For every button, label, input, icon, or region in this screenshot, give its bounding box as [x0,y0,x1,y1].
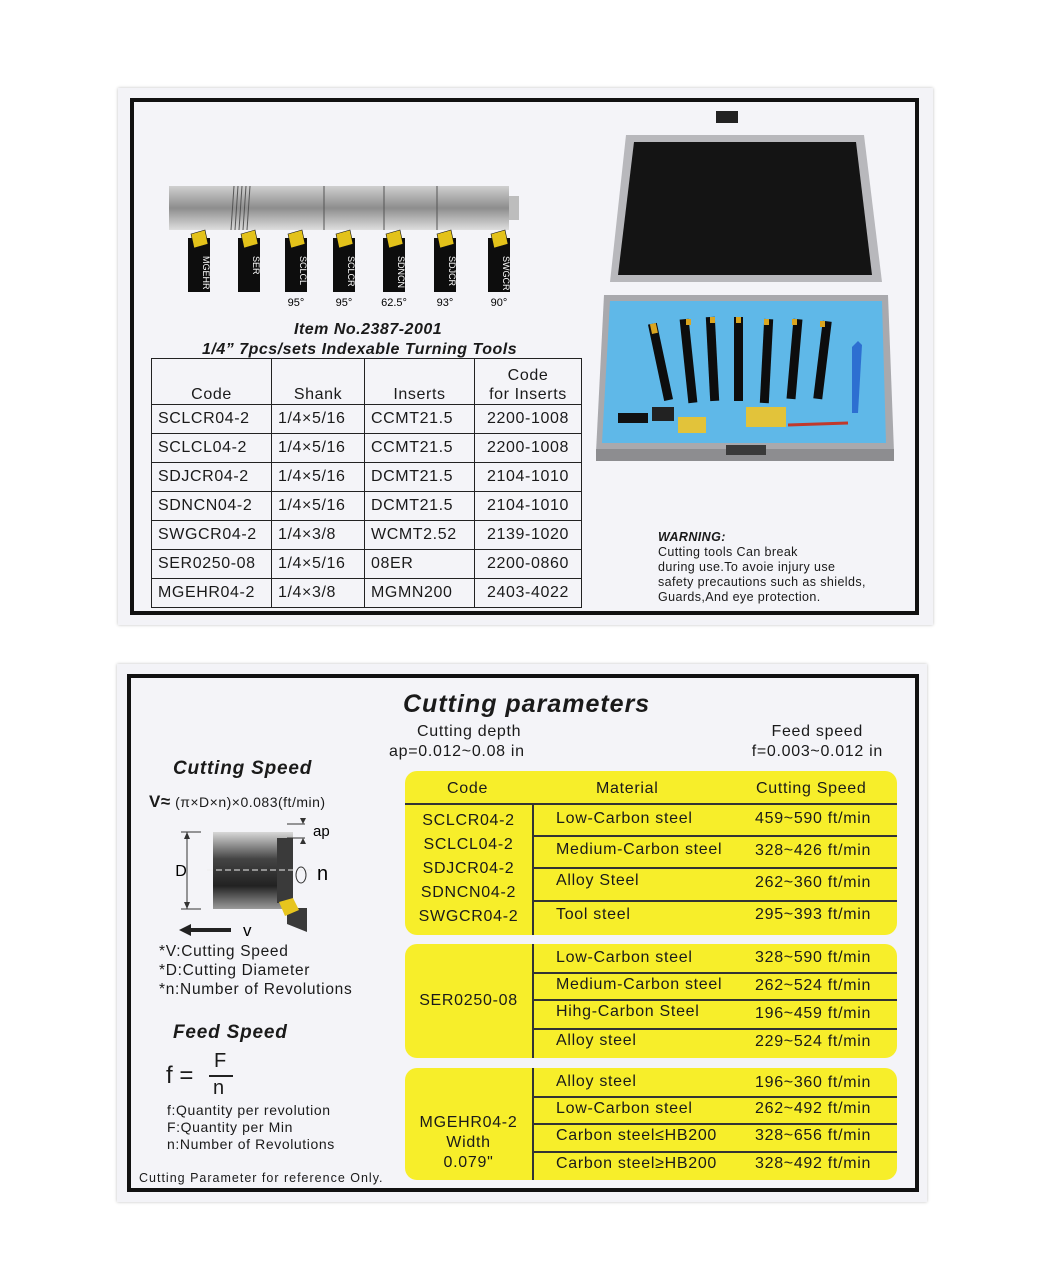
item-title: 1/4” 7pcs/sets Indexable Turning Tools [202,341,518,358]
warning-title: WARNING: [658,530,726,544]
code-cell: SDJCR04-2 [152,463,272,492]
feed-speed-range: Feed speed f=0.003~0.012 in [751,723,883,760]
group-2-code: SER0250-08 [419,992,518,1009]
inserts-cell: CCMT21.5 [365,434,475,463]
tool-angle: 95° [335,297,353,309]
parameter-group-1 [405,771,897,935]
inserts-cell: DCMT21.5 [365,463,475,492]
material-cell: Alloy steel [556,1032,637,1049]
cutting-parameters-panel [127,674,919,1192]
parameter-group-3 [405,1068,897,1180]
tool-holder-mgehr [188,230,211,292]
diameter-label: D [175,863,187,880]
shank-cell: 1/4×3/8 [272,521,365,550]
code-cell: SDNCN04-2 [152,492,272,521]
tool-set-panel [130,98,919,615]
material-cell: Low-Carbon steel [556,949,693,966]
header-code-for-inserts: Code for Inserts [475,359,582,405]
tool-set-card [118,88,933,625]
shank-cell: 1/4×3/8 [272,579,365,608]
tool-diagram [169,182,529,332]
inserts-cell: CCMT21.5 [365,405,475,434]
cutting-speed-legend: *V:Cutting Speed *D:Cutting Diameter *n:Number of Revolutions [159,943,353,998]
speed-cell: 262~492 ft/min [755,1100,872,1117]
header-code: Code [447,780,489,797]
inserts-cell: DCMT21.5 [365,492,475,521]
material-cell: Low-Carbon steel [556,810,693,827]
tool-holder-sclcl [285,230,308,309]
tool-label: SCLCR [346,256,356,287]
code-cell: SCLCR04-2 [152,405,272,434]
inserts-cell: WCMT2.52 [365,521,475,550]
speed-cell: 328~656 ft/min [755,1127,872,1144]
reference-note: Cutting Parameter for reference Only. [139,1171,384,1185]
tool-label: SDJCR [447,256,457,287]
speed-cell: 196~459 ft/min [755,1005,872,1022]
material-cell: Alloy Steel [556,872,640,889]
speed-cell: 229~524 ft/min [755,1033,872,1050]
tool-holder-sclcr [333,230,356,309]
header-code: Code [152,359,272,405]
code-cell: SCLCL04-2 [152,434,272,463]
warning-line: during use.To avoie injury use [658,560,836,574]
header-shank: Shank [272,359,365,405]
code-cell: SER0250-08 [152,550,272,579]
material-cell: Medium-Carbon steel [556,841,723,858]
inserts-cell: MGMN200 [365,579,475,608]
spec-table-row [152,405,582,434]
feed-speed-formula: f = F n [166,1050,256,1100]
spec-table-row [152,492,582,521]
tool-label: SWGCR [501,256,511,291]
header-inserts: Inserts [365,359,475,405]
tool-case-image [596,107,894,472]
warning-notice [658,530,866,605]
material-cell: Tool steel [556,906,631,923]
parameter-group-2 [405,944,897,1058]
cutting-parameters-title: Cutting parameters [403,690,651,718]
material-cell: Hihg-Carbon Steel [556,1003,700,1020]
insert-code-cell: 2403-4022 [475,579,582,608]
warning-line: Guards,And eye protection. [658,590,821,604]
revolutions-label: n [317,863,329,885]
tool-angle: 62.5° [381,297,407,309]
tool-angle: 90° [490,297,508,309]
spec-table-row [152,550,582,579]
shank-cell: 1/4×5/16 [272,492,365,521]
insert-code-cell: 2104-1010 [475,492,582,521]
inserts-cell: 08ER [365,550,475,579]
tool-holder-swgcr [488,230,511,309]
feed-speed-legend: f:Quantity per revolution F:Quantity per Min n:Number of Revolutions [167,1102,335,1152]
spec-table-row [152,521,582,550]
shank-cell: 1/4×5/16 [272,434,365,463]
cutting-depth: Cutting depth ap=0.012~0.08 in [389,723,525,760]
item-number: Item No.2387-2001 [294,321,443,338]
speed-cell: 262~360 ft/min [755,874,872,891]
spec-table [151,358,582,608]
shank-cell: 1/4×5/16 [272,405,365,434]
insert-code-cell: 2139-1020 [475,521,582,550]
speed-cell: 196~360 ft/min [755,1074,872,1091]
tool-label: SCLCL [298,256,308,286]
tool-label: SDNCN [396,256,406,289]
feed-speed-title: Feed Speed [173,1022,288,1043]
tool-label: MGEHR [201,256,211,290]
cutting-speed-formula: V≈ (π×D×n)×0.083(ft/min) [149,792,326,811]
tool-angle: 95° [287,297,305,309]
velocity-label: v [243,921,252,939]
insert-code-cell: 2200-1008 [475,405,582,434]
ap-label: ap [313,823,330,840]
material-cell: Alloy steel [556,1073,637,1090]
code-cell: MGEHR04-2 [152,579,272,608]
speed-cell: 328~492 ft/min [755,1155,872,1172]
material-cell: Carbon steel≤HB200 [556,1127,718,1144]
tool-holder-ser [238,230,261,292]
cutting-parameters-card [117,664,927,1202]
material-cell: Carbon steel≥HB200 [556,1155,718,1172]
material-cell: Low-Carbon steel [556,1100,693,1117]
speed-cell: 328~590 ft/min [755,949,872,966]
warning-line: Cutting tools Can break [658,545,798,559]
workpiece-diagram [161,814,361,939]
speed-cell: 295~393 ft/min [755,906,872,923]
insert-code-cell: 2200-1008 [475,434,582,463]
insert-code-cell: 2104-1010 [475,463,582,492]
cutting-speed-title: Cutting Speed [173,758,313,779]
spec-table-row [152,434,582,463]
shank-cell: 1/4×5/16 [272,463,365,492]
speed-cell: 328~426 ft/min [755,842,872,859]
tool-angle: 93° [436,297,454,309]
header-material: Material [596,780,659,797]
spec-table-row [152,463,582,492]
spec-table-header [152,359,582,405]
tool-label: SER [251,256,261,275]
material-cell: Medium-Carbon steel [556,976,723,993]
code-cell: SWGCR04-2 [152,521,272,550]
tool-holder-sdjcr [434,230,457,309]
insert-code-cell: 2200-0860 [475,550,582,579]
speed-cell: 262~524 ft/min [755,977,872,994]
tool-holder-sdncn [381,230,407,309]
speed-cell: 459~590 ft/min [755,810,872,827]
group-3-code: MGEHR04-2 Width 0.079" [419,1114,518,1171]
warning-line: safety precautions such as shields, [658,575,866,589]
group-1-codes: SCLCR04-2 SCLCL04-2 SDJCR04-2 SDNCN04-2 SWGCR04-2 [418,812,519,925]
shank-cell: 1/4×5/16 [272,550,365,579]
spec-table-row [152,579,582,608]
header-cutting-speed: Cutting Speed [756,780,867,797]
